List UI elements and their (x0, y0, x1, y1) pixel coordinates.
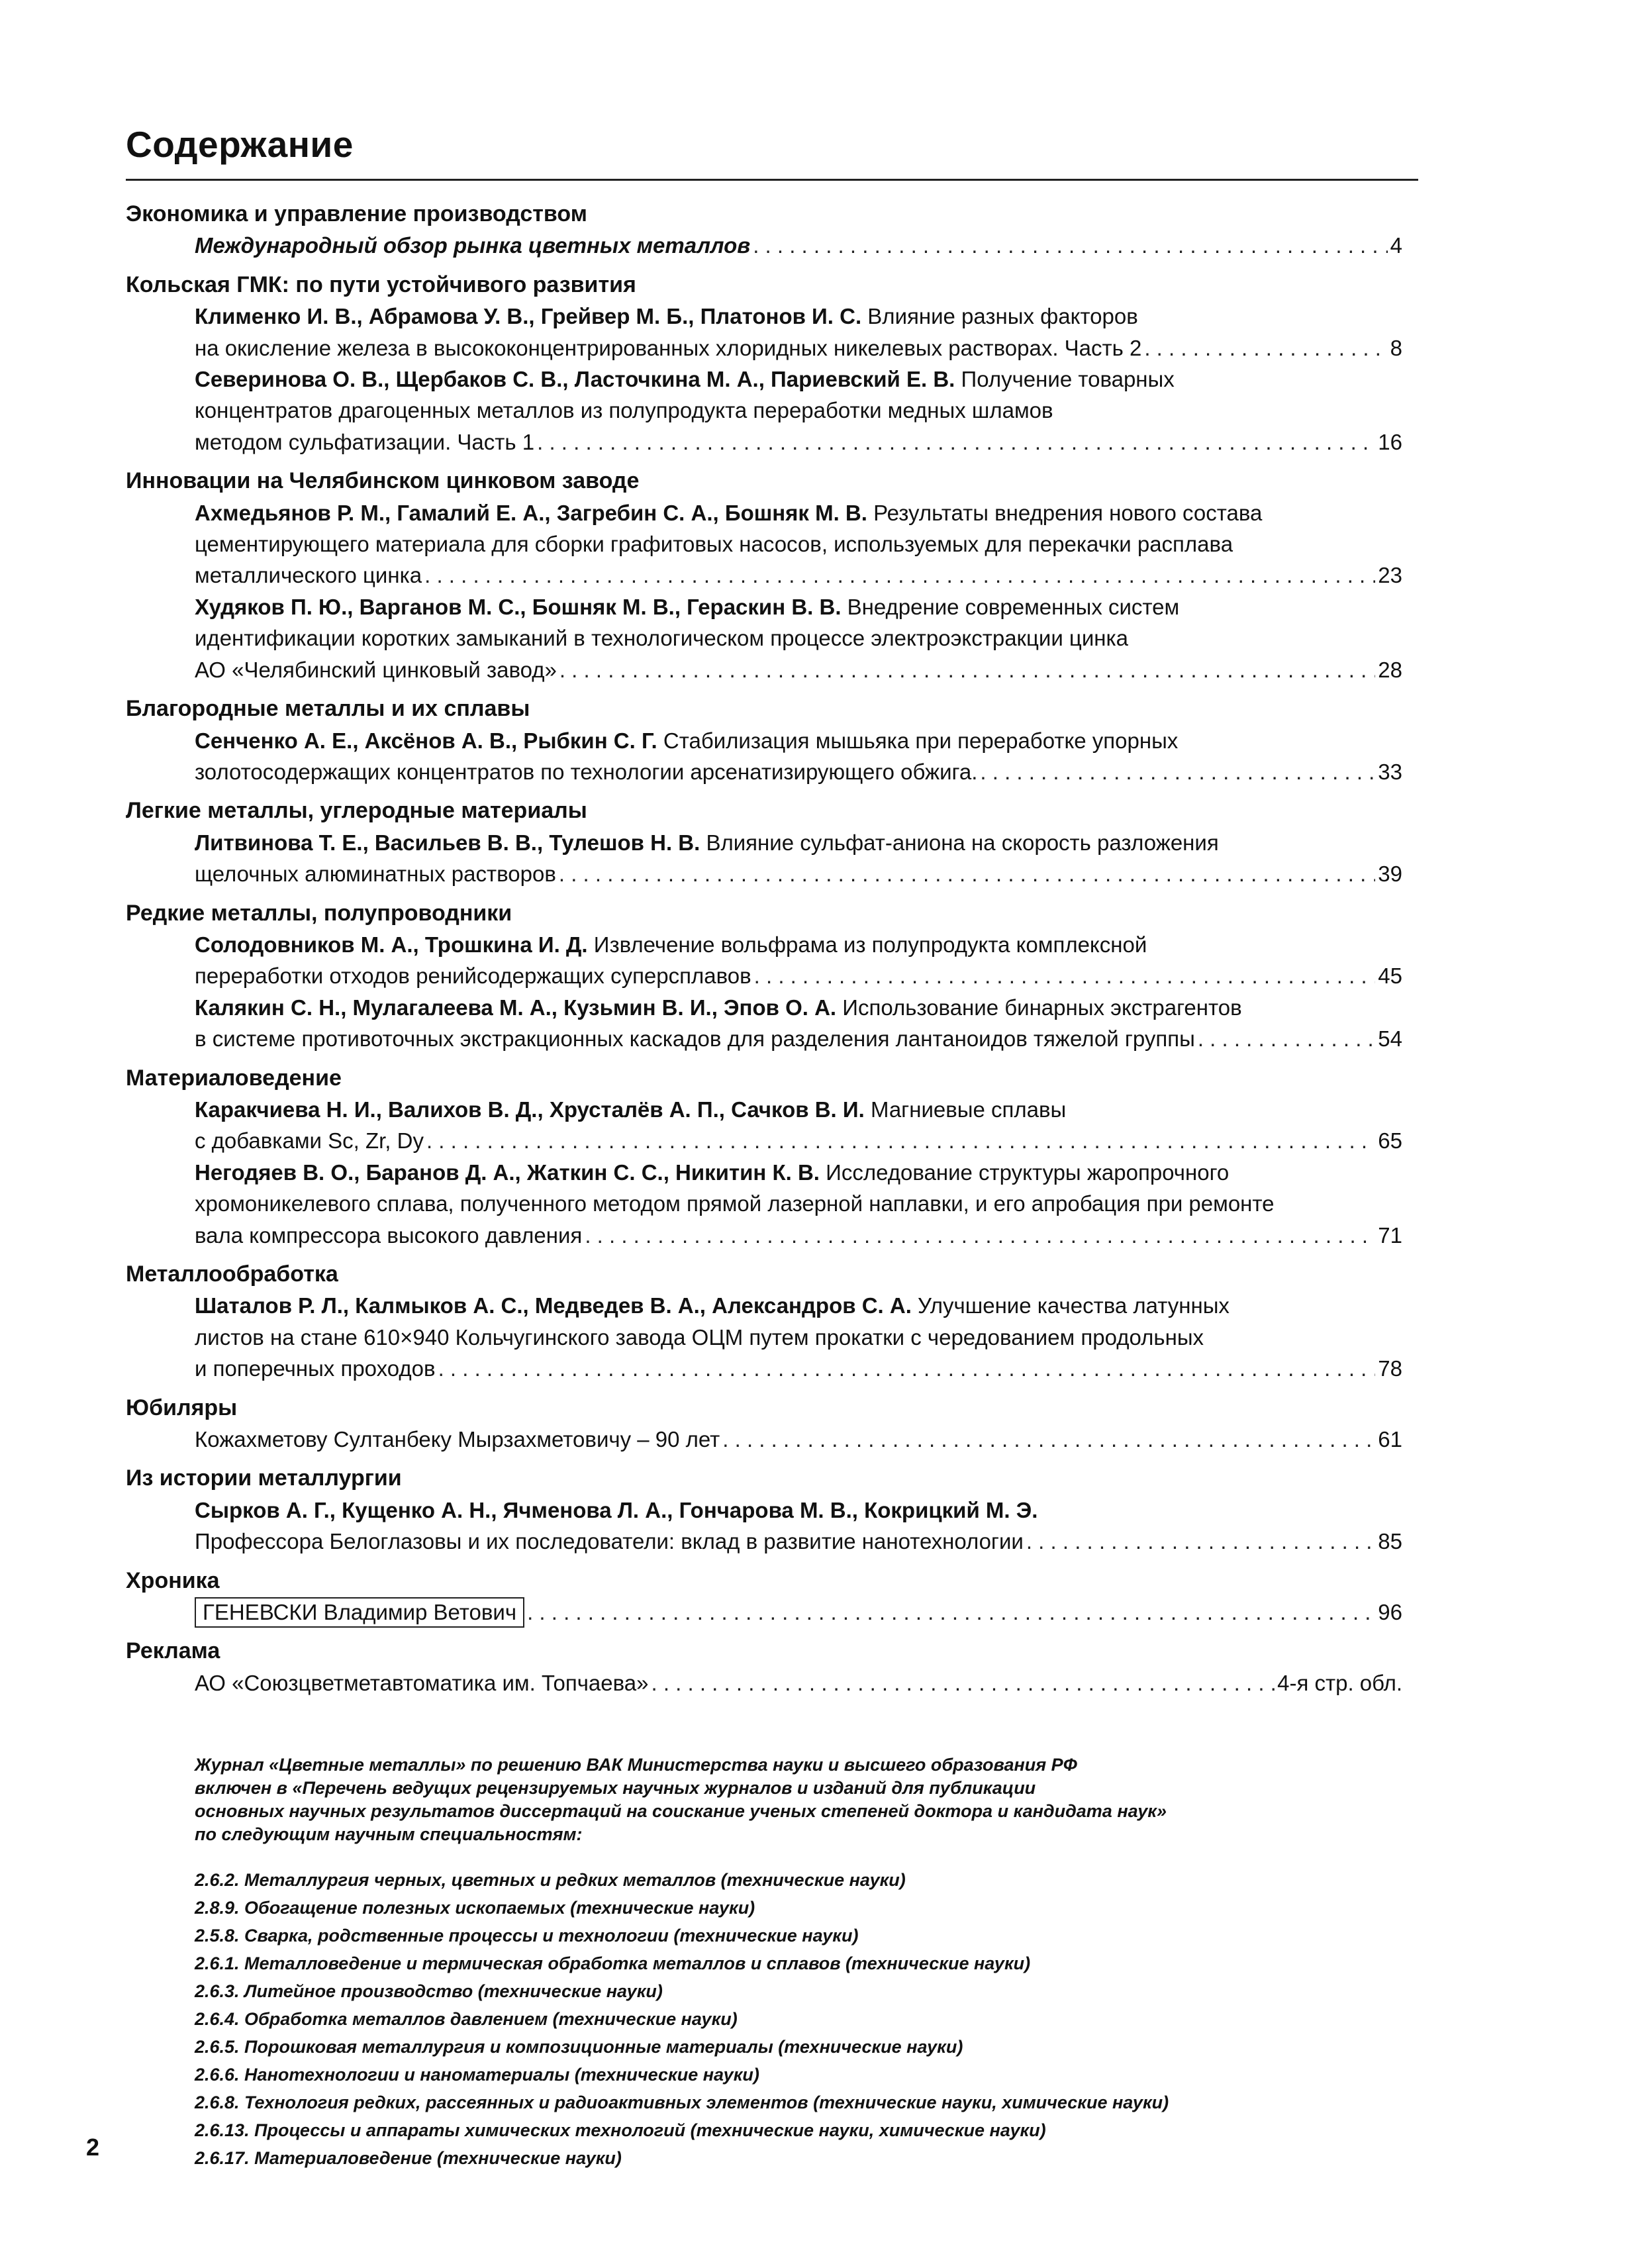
entry-text (195, 654, 557, 685)
toc-section (126, 270, 1402, 458)
entry-text (195, 756, 977, 787)
entry-page-number: 39 (1378, 862, 1402, 887)
vak-intro-line: включен в «Перечень ведущих рецензируемых научных журналов и изданий для публикации (195, 1778, 1036, 1798)
entry-text (195, 960, 751, 991)
entry-line (195, 1424, 1402, 1455)
entry-title-text: щелочных алюминатных растворов (195, 862, 556, 887)
entry-page-number: 65 (1378, 1128, 1402, 1154)
specialty-item: 2.6.2. Металлургия черных, цветных и редких металлов (технические науки) (195, 1870, 906, 1890)
entry-line (195, 364, 1402, 395)
entry-line (195, 827, 1402, 858)
dot-leader (527, 1597, 1375, 1628)
entry-text (195, 1220, 582, 1251)
entry-line (195, 1094, 1402, 1125)
entry-text (195, 1322, 1204, 1353)
section-title: Экономика и управление производством (126, 201, 587, 226)
entry-title-text: хромоникелевого сплава, полученного методом прямой лазерной наплавки, и его апробация при ремонте (195, 1191, 1275, 1216)
toc-entry[interactable] (126, 929, 1402, 992)
toc-section (126, 1565, 1402, 1628)
toc-entry[interactable] (126, 992, 1402, 1055)
entry-text (195, 230, 750, 261)
entry-page-number: 45 (1378, 963, 1402, 989)
entry-title-text: Профессора Белоглазовы и их последователи: вклад в развитие нанотехнологии (195, 1529, 1024, 1554)
toc-section (126, 693, 1402, 787)
entry-page-number: 4 (1390, 233, 1402, 258)
entry-line (195, 992, 1402, 1023)
entry-page-number: 78 (1378, 1356, 1402, 1381)
entry-line (195, 1322, 1402, 1353)
entry-line (195, 591, 1402, 622)
dot-leader (559, 858, 1375, 889)
entry-title-text: идентификации коротких замыканий в технологическом процессе электроэкстракции цинка (195, 626, 1128, 651)
vak-intro-line: по следующим научным специальностям: (195, 1824, 583, 1844)
entry-page-number: 8 (1390, 335, 1402, 360)
entry-text (195, 1094, 1066, 1125)
toc-entry[interactable] (126, 591, 1402, 685)
entry-text (195, 858, 556, 889)
entry-text (195, 528, 1233, 560)
entry-line (195, 1667, 1402, 1699)
entry-authors: Каракчиева Н. И., Валихов В. Д., Хрусталёв А. П., Сачков В. И. (195, 1097, 865, 1122)
entry-title-text: металлического цинка (195, 563, 422, 588)
dot-leader (754, 960, 1376, 991)
toc-section (126, 1393, 1402, 1455)
dot-leader (426, 1125, 1375, 1156)
entry-title-text: Стабилизация мышьяка при переработке упорных (663, 728, 1179, 753)
entry-line (195, 1353, 1402, 1384)
toc-entry[interactable] (126, 364, 1402, 458)
entry-line (195, 929, 1402, 960)
entry-text (195, 1597, 524, 1628)
entry-line (195, 1597, 1402, 1628)
dot-leader (652, 1667, 1275, 1699)
entry-line (195, 230, 1402, 261)
entry-line (195, 560, 1402, 591)
entry-title-text: на окисление железа в высококонцентрированных хлоридных никелевых растворах. Часть 2 (195, 335, 1142, 360)
entry-line (195, 332, 1402, 364)
entry-page-number: 4-я стр. обл. (1277, 1670, 1402, 1695)
entry-page-number: 85 (1378, 1529, 1402, 1554)
entry-text (195, 622, 1128, 654)
entry-text (195, 725, 1178, 756)
entry-title-text: Внедрение современных систем (847, 594, 1180, 619)
specialty-item: 2.6.3. Литейное производство (технические науки) (195, 1981, 663, 2001)
entry-authors: Сырков А. Г., Кущенко А. Н., Ячменова Л. А., Гончарова М. В., Кокрицкий М. Э. (195, 1497, 1038, 1522)
entry-text (195, 1188, 1275, 1219)
toc-section (126, 199, 1402, 262)
entry-text (195, 497, 1262, 528)
entry-line (195, 1188, 1402, 1219)
entry-authors: Клименко И. В., Абрамова У. В., Грейвер М. Б., Платонов И. С. (195, 304, 862, 329)
entry-line (195, 497, 1402, 528)
entry-authors: Солодовников М. А., Трошкина И. Д. (195, 932, 588, 957)
entry-title-text: листов на стане 610×940 Кольчугинского завода ОЦМ путем прокатки с чередованием продольных (195, 1324, 1204, 1350)
entry-page-number: 16 (1378, 429, 1402, 454)
section-title: Легкие металлы, углеродные материалы (126, 798, 587, 824)
entry-text (195, 1526, 1024, 1557)
entry-line (195, 622, 1402, 654)
entry-title-text: Использование бинарных экстрагентов (842, 995, 1242, 1020)
entry-title-text: Влияние разных факторов (867, 304, 1138, 329)
toc-entry[interactable] (126, 301, 1402, 364)
toc-section (126, 466, 1402, 685)
entry-line (195, 1526, 1402, 1557)
entry-title-text: Кожахметову Султанбеку Мырзахметовичу – 90 лет (195, 1427, 720, 1452)
table-of-contents (126, 199, 1402, 1706)
entry-text (195, 426, 534, 458)
vak-notice-intro (195, 1753, 1386, 1846)
section-title: Реклама (126, 1638, 220, 1664)
vak-intro-line: Журнал «Цветные металлы» по решению ВАК Министерства науки и высшего образования РФ (195, 1755, 1077, 1775)
entry-line (195, 426, 1402, 458)
entry-page-number: 28 (1378, 657, 1402, 682)
dot-leader (1144, 332, 1387, 364)
entry-text (195, 992, 1242, 1023)
dot-leader (1198, 1023, 1375, 1054)
entry-title-text: Исследование структуры жаропрочного (826, 1159, 1230, 1185)
dot-leader (753, 230, 1387, 261)
entry-line (195, 395, 1402, 426)
entry-authors: Худяков П. Ю., Варганов М. С., Бошняк М. В., Гераскин В. В. (195, 594, 842, 619)
entry-authors: Шаталов Р. Л., Калмыков А. С., Медведев В. А., Александров С. А. (195, 1293, 912, 1318)
article-title: Международный обзор рынка цветных металлов (195, 233, 751, 258)
entry-title-text: Извлечение вольфрама из полупродукта комплексной (593, 932, 1147, 957)
toc-entry[interactable] (126, 1667, 1402, 1699)
specialty-item: 2.6.8. Технология редких, рассеянных и радиоактивных элементов (технические науки, химические науки) (195, 2093, 1169, 2112)
toc-entry[interactable] (126, 827, 1402, 890)
toc-entry[interactable] (126, 725, 1402, 788)
page-number: 2 (86, 2134, 100, 2161)
specialty-item: 2.6.5. Порошковая металлургия и композиционные материалы (технические науки) (195, 2037, 963, 2057)
entry-text (195, 301, 1138, 332)
entry-page-number: 71 (1378, 1222, 1402, 1248)
entry-title-text: методом сульфатизации. Часть 1 (195, 429, 535, 454)
entry-line (195, 1125, 1402, 1156)
dot-leader (585, 1220, 1375, 1251)
specialty-item: 2.6.6. Нанотехнологии и наноматериалы (технические науки) (195, 2065, 759, 2085)
section-title: Редкие металлы, полупроводники (126, 900, 512, 926)
toc-entry[interactable] (126, 497, 1402, 591)
entry-title-text: АО «Союзцветметавтоматика им. Топчаева» (195, 1670, 649, 1695)
entry-text (195, 1353, 436, 1384)
specialty-item: 2.6.1. Металловедение и термическая обработка металлов и сплавов (технические науки) (195, 1953, 1031, 1973)
entry-line (195, 1495, 1402, 1526)
specialty-list (195, 1866, 1386, 2172)
boxed-name: ГЕНЕВСКИ Владимир Ветович (195, 1597, 524, 1628)
vak-notice (195, 1753, 1386, 2172)
entry-text (195, 332, 1141, 364)
toc-section (126, 1463, 1402, 1557)
vak-intro-line: основных научных результатов диссертаций на соискание ученых степеней доктора и кандидата наук» (195, 1801, 1167, 1821)
entry-text (195, 1495, 1038, 1526)
entry-title-text: Результаты внедрения нового состава (873, 500, 1263, 525)
specialty-item: 2.5.8. Сварка, родственные процессы и технологии (технические науки) (195, 1926, 859, 1946)
toc-section (126, 1259, 1402, 1385)
entry-authors: Сенченко А. Е., Аксёнов А. В., Рыбкин С. Г. (195, 728, 657, 753)
entry-line (195, 1290, 1402, 1321)
dot-leader (438, 1353, 1376, 1384)
dot-leader (1026, 1526, 1375, 1557)
entry-title-text: переработки отходов ренийсодержащих суперсплавов (195, 963, 751, 989)
entry-text (195, 827, 1219, 858)
toc-entry[interactable] (126, 1157, 1402, 1251)
entry-text (195, 591, 1179, 622)
entry-page-number: 54 (1378, 1026, 1402, 1052)
entry-title-text: Улучшение качества латунных (918, 1293, 1230, 1318)
entry-title-text: АО «Челябинский цинковый завод» (195, 657, 557, 682)
toc-entry[interactable] (126, 230, 1402, 261)
entry-title-text: Влияние сульфат-аниона на скорость разложения (706, 830, 1219, 855)
entry-page-number: 33 (1378, 759, 1402, 784)
entry-authors: Ахмедьянов Р. М., Гамалий Е. А., Загребин С. А., Бошняк М. В. (195, 500, 867, 525)
entry-line (195, 756, 1402, 787)
entry-line (195, 1023, 1402, 1054)
entry-text (195, 1125, 424, 1156)
entry-text (195, 1424, 720, 1455)
entry-text (195, 560, 422, 591)
entry-line (195, 528, 1402, 560)
entry-text (195, 929, 1147, 960)
entry-line (195, 301, 1402, 332)
section-title: Хроника (126, 1567, 220, 1593)
section-title: Юбиляры (126, 1395, 238, 1420)
entry-title-text: Магниевые сплавы (870, 1097, 1067, 1122)
entry-text (195, 1023, 1195, 1054)
section-title: Из истории металлургии (126, 1465, 402, 1491)
section-title: Металлообработка (126, 1261, 338, 1287)
toc-entry[interactable] (126, 1424, 1402, 1455)
dot-leader (722, 1424, 1375, 1455)
toc-entry[interactable] (126, 1597, 1402, 1628)
entry-authors: Калякин С. Н., Мулагалеева М. А., Кузьмин В. И., Эпов О. А. (195, 995, 837, 1020)
toc-entry[interactable] (126, 1290, 1402, 1384)
entry-text (195, 1290, 1230, 1321)
dot-leader (424, 560, 1375, 591)
entry-line (195, 960, 1402, 991)
entry-authors: Северинова О. В., Щербаков С. В., Ласточкина М. А., Париевский Е. В. (195, 367, 955, 392)
entry-line (195, 1220, 1402, 1251)
toc-section (126, 795, 1402, 889)
specialty-item: 2.6.17. Материаловедение (технические науки) (195, 2148, 622, 2168)
entry-text (195, 364, 1175, 395)
entry-title-text: и поперечных проходов (195, 1356, 436, 1381)
section-title: Благородные металлы и их сплавы (126, 696, 530, 722)
specialty-item: 2.8.9. Обогащение полезных ископаемых (технические науки) (195, 1898, 755, 1918)
entry-title-text: вала компрессора высокого давления (195, 1222, 583, 1248)
entry-page-number: 61 (1378, 1427, 1402, 1452)
entry-authors: Негодяев В. О., Баранов Д. А., Жаткин С. С., Никитин К. В. (195, 1159, 820, 1185)
entry-title-text: цементирующего материала для сборки графитовых насосов, используемых для перекачки расплава (195, 532, 1233, 557)
toc-section (126, 1063, 1402, 1251)
dot-leader (980, 756, 1375, 787)
title-divider (126, 179, 1418, 181)
entry-text (195, 1667, 649, 1699)
toc-entry[interactable] (126, 1094, 1402, 1157)
page-title: Содержание (126, 124, 354, 165)
dot-leader (537, 426, 1375, 458)
toc-entry[interactable] (126, 1495, 1402, 1557)
entry-title-text: Получение товарных (961, 367, 1175, 392)
entry-line (195, 654, 1402, 685)
section-title: Кольская ГМК: по пути устойчивого развития (126, 271, 636, 297)
entry-line (195, 858, 1402, 889)
entry-line (195, 1157, 1402, 1188)
entry-line (195, 725, 1402, 756)
section-title: Материаловедение (126, 1065, 342, 1091)
entry-title-text: в системе противоточных экстракционных каскадов для разделения лантаноидов тяжелой группы (195, 1026, 1195, 1052)
entry-text (195, 1157, 1229, 1188)
toc-section (126, 898, 1402, 1055)
entry-text (195, 395, 1053, 426)
section-title: Инновации на Челябинском цинковом заводе (126, 468, 640, 494)
toc-section (126, 1636, 1402, 1699)
entry-title-text: золотосодержащих концентратов по технологии арсенатизирующего обжига. (195, 759, 978, 784)
specialty-item: 2.6.13. Процессы и аппараты химических технологий (технические науки, химические науки) (195, 2120, 1046, 2140)
specialty-item: 2.6.4. Обработка металлов давлением (технические науки) (195, 2009, 738, 2029)
dot-leader (559, 654, 1375, 685)
entry-authors: Литвинова Т. Е., Васильев В. В., Тулешов Н. В. (195, 830, 700, 855)
entry-page-number: 96 (1378, 1600, 1402, 1625)
entry-page-number: 23 (1378, 563, 1402, 588)
entry-title-text: с добавками Sc, Zr, Dy (195, 1128, 424, 1154)
entry-title-text: концентратов драгоценных металлов из полупродукта переработки медных шламов (195, 398, 1053, 423)
